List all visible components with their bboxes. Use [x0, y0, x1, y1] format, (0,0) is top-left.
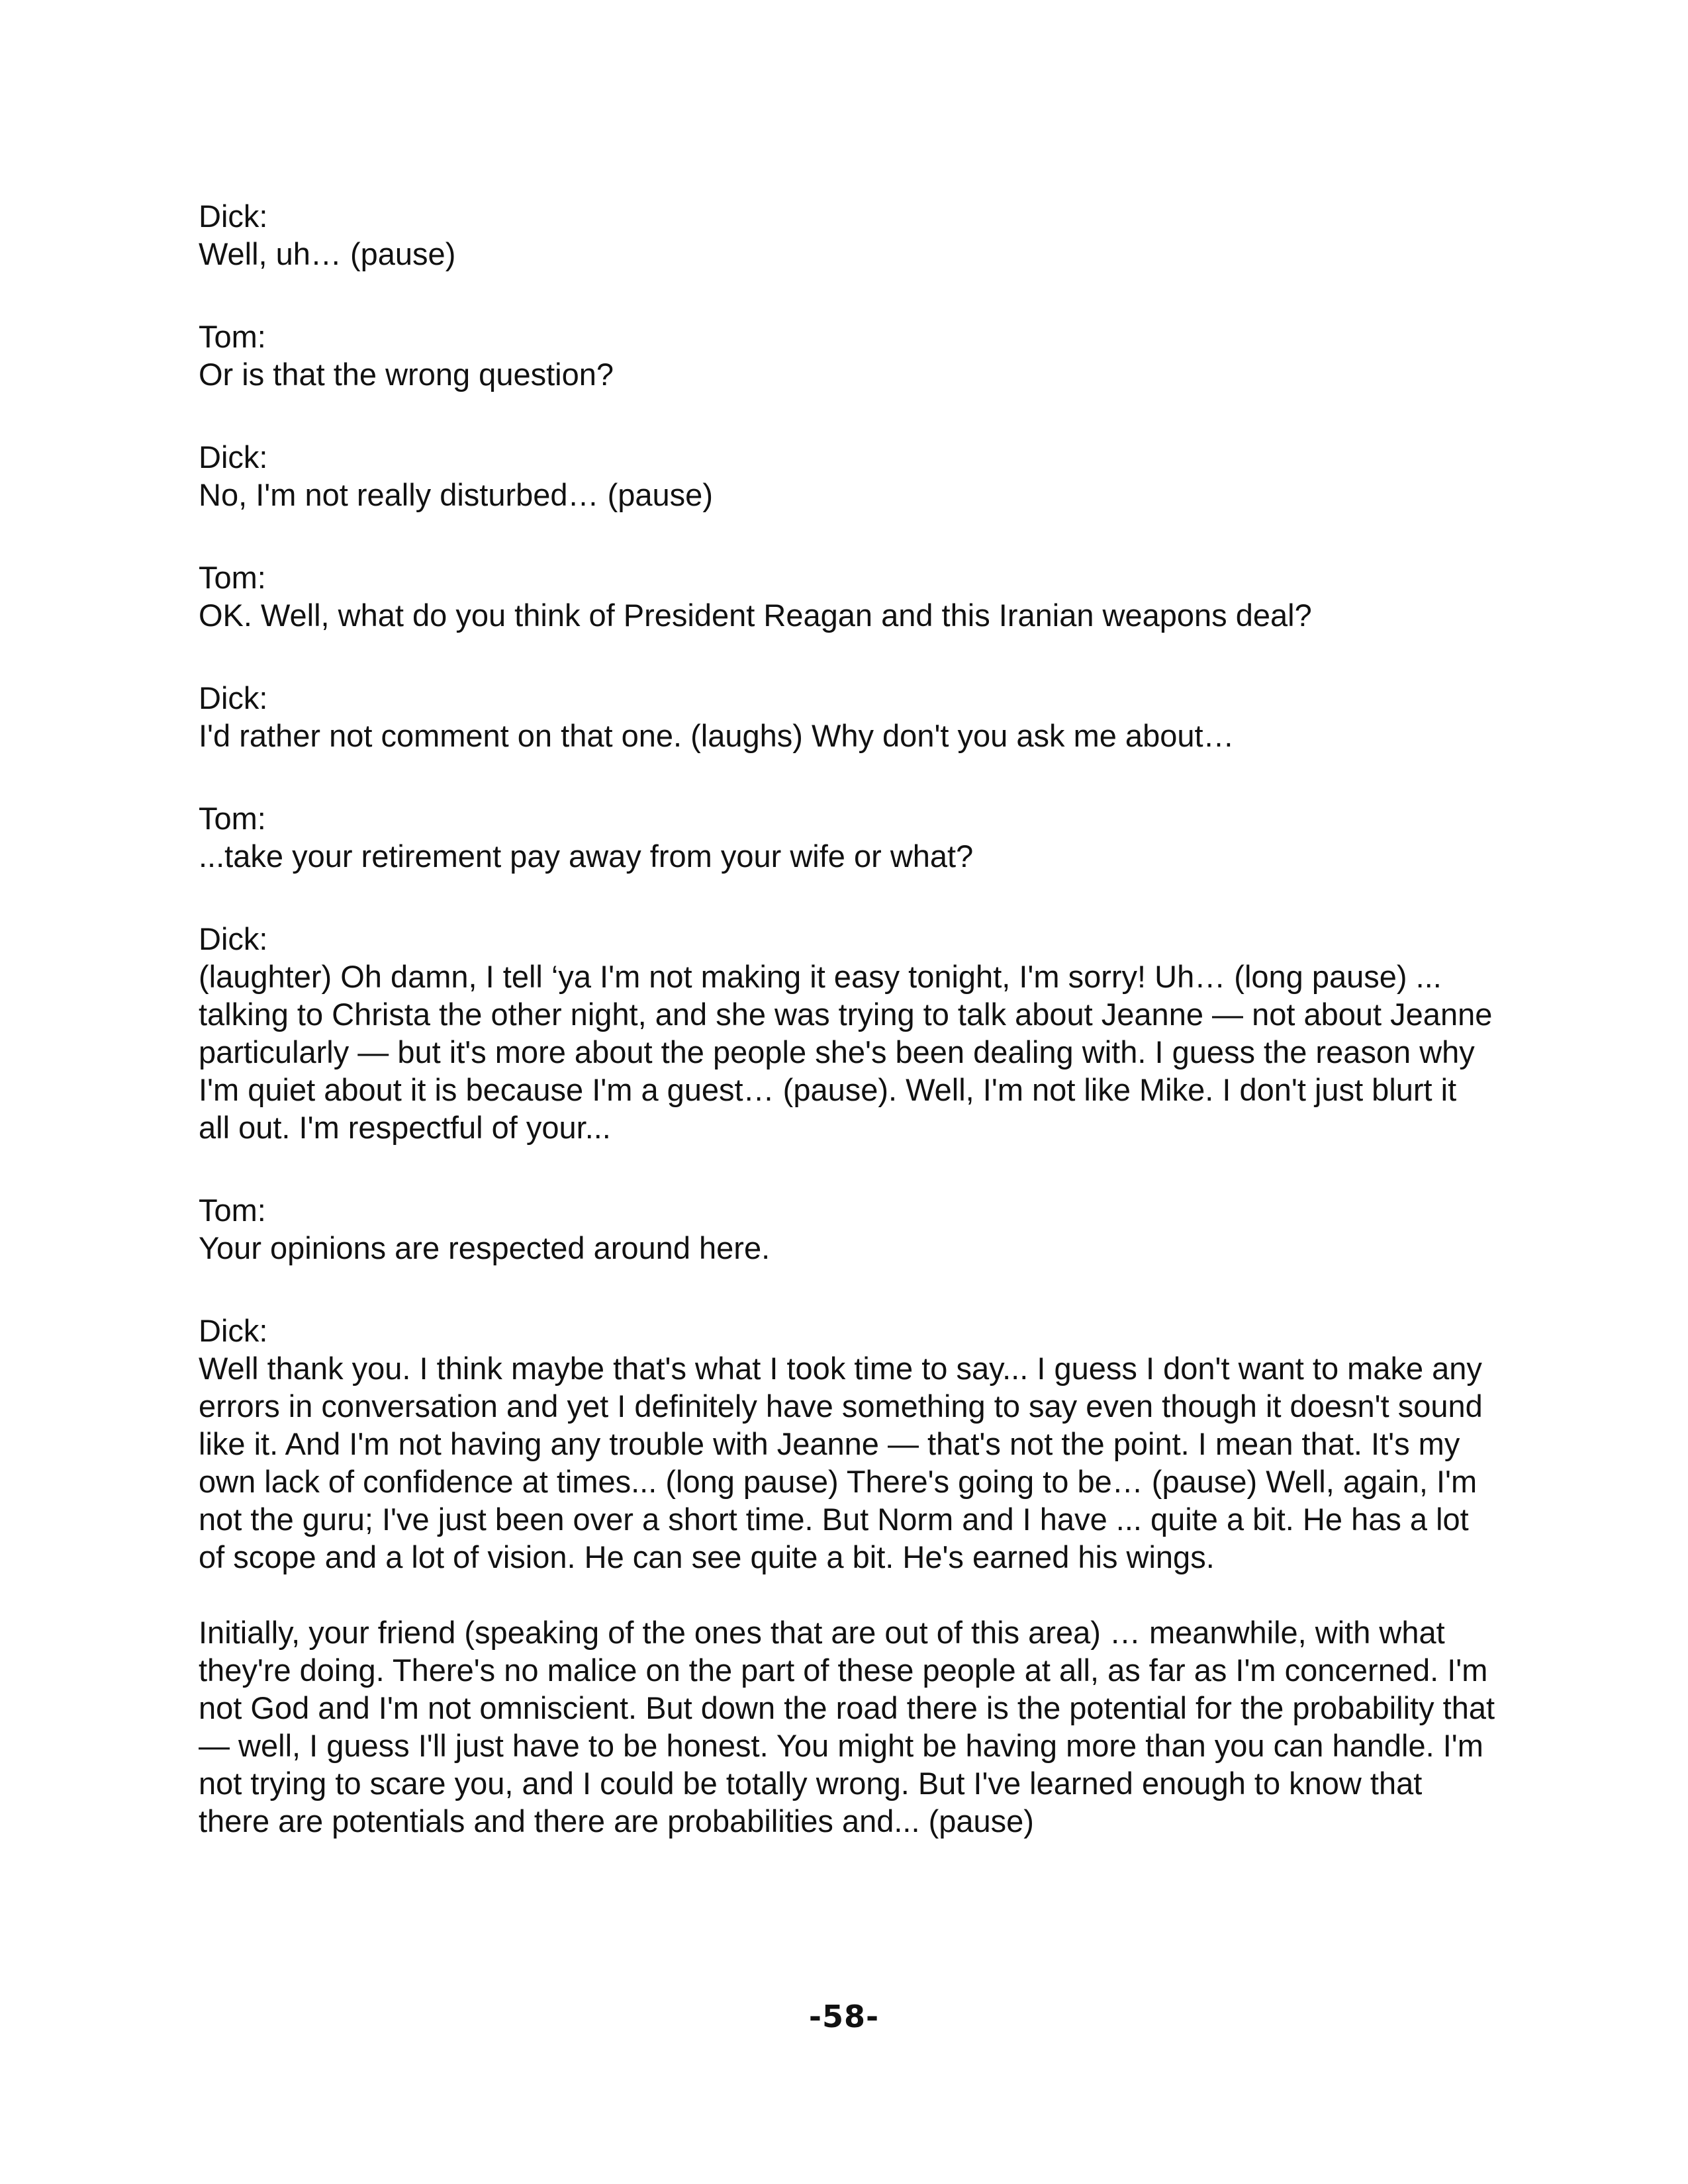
page-number: -58- [808, 1999, 880, 2034]
dialogue-block [199, 679, 1496, 754]
dialogue-block [199, 1191, 1496, 1267]
dialogue-text: OK. Well, what do you think of President Reagan and this Iranian weapons deal? [199, 598, 1312, 633]
dialogue-block [199, 799, 1496, 875]
speaker-label: Tom: [199, 801, 266, 836]
dialogue-block [199, 920, 1496, 1146]
dialogue-text: ...take your retirement pay away from your wife or what? [199, 839, 974, 874]
dialogue-paragraph: Initially, your friend (speaking of the ones that are out of this area) … meanwhile, with what they're doing. There's no malice on the part of these people at all, as far as I'm concerned. I'm not God and I'm not omniscient. But down the road there is the potential for the probability that — well, I guess I'll just have to be honest. You might be having more than you can handle. I'm not trying to scare you, and I could be totally wrong. But I've learned enough to know that there are potentials and there are probabilities and... (pause) [199, 1615, 1495, 1839]
dialogue-text: Your opinions are respected around here. [199, 1230, 771, 1265]
speaker-label: Tom: [199, 1193, 266, 1228]
dialogue-block [199, 559, 1496, 634]
dialogue-text: Well, uh… (pause) [199, 236, 456, 271]
transcript-page [199, 197, 1496, 1885]
speaker-label: Dick: [199, 1313, 268, 1348]
speaker-label: Tom: [199, 319, 266, 354]
speaker-label: Dick: [199, 921, 268, 956]
dialogue-text: I'd rather not comment on that one. (laughs) Why don't you ask me about… [199, 718, 1235, 753]
dialogue-block [199, 318, 1496, 393]
speaker-label: Dick: [199, 680, 268, 715]
dialogue-block [199, 1312, 1496, 1840]
dialogue-text: No, I'm not really disturbed… (pause) [199, 477, 713, 512]
dialogue-paragraph: Well thank you. I think maybe that's what I took time to say... I guess I don't want to make any errors in conversation and yet I definitely have something to say even though it doesn't sound like it. And I'm not having any trouble with Jeanne — that's not the point. I mean that. It's my own lack of confidence at times... (long pause) There's going to be… (pause) Well, again, I'm not the guru; I've just been over a short time. But Norm and I have ... quite a bit. He has a lot of scope and a lot of vision. He can see quite a bit. He's earned his wings. [199, 1351, 1483, 1574]
dialogue-block [199, 438, 1496, 514]
speaker-label: Dick: [199, 199, 268, 234]
speaker-label: Tom: [199, 560, 266, 595]
speaker-label: Dick: [199, 439, 268, 475]
dialogue-block [199, 197, 1496, 273]
dialogue-text: Or is that the wrong question? [199, 357, 614, 392]
dialogue-text: (laughter) Oh damn, I tell ‘ya I'm not making it easy tonight, I'm sorry! Uh… (long pause) ... talking to Christa the other night, and she was trying to talk about Jeanne — not about Jeanne particularly — but it's more about the people she's been dealing with. I guess the reason why I'm quiet about it is because I'm a guest… (pause). Well, I'm not like Mike. I don't just blurt it all out. I'm respectful of your... [199, 959, 1493, 1145]
